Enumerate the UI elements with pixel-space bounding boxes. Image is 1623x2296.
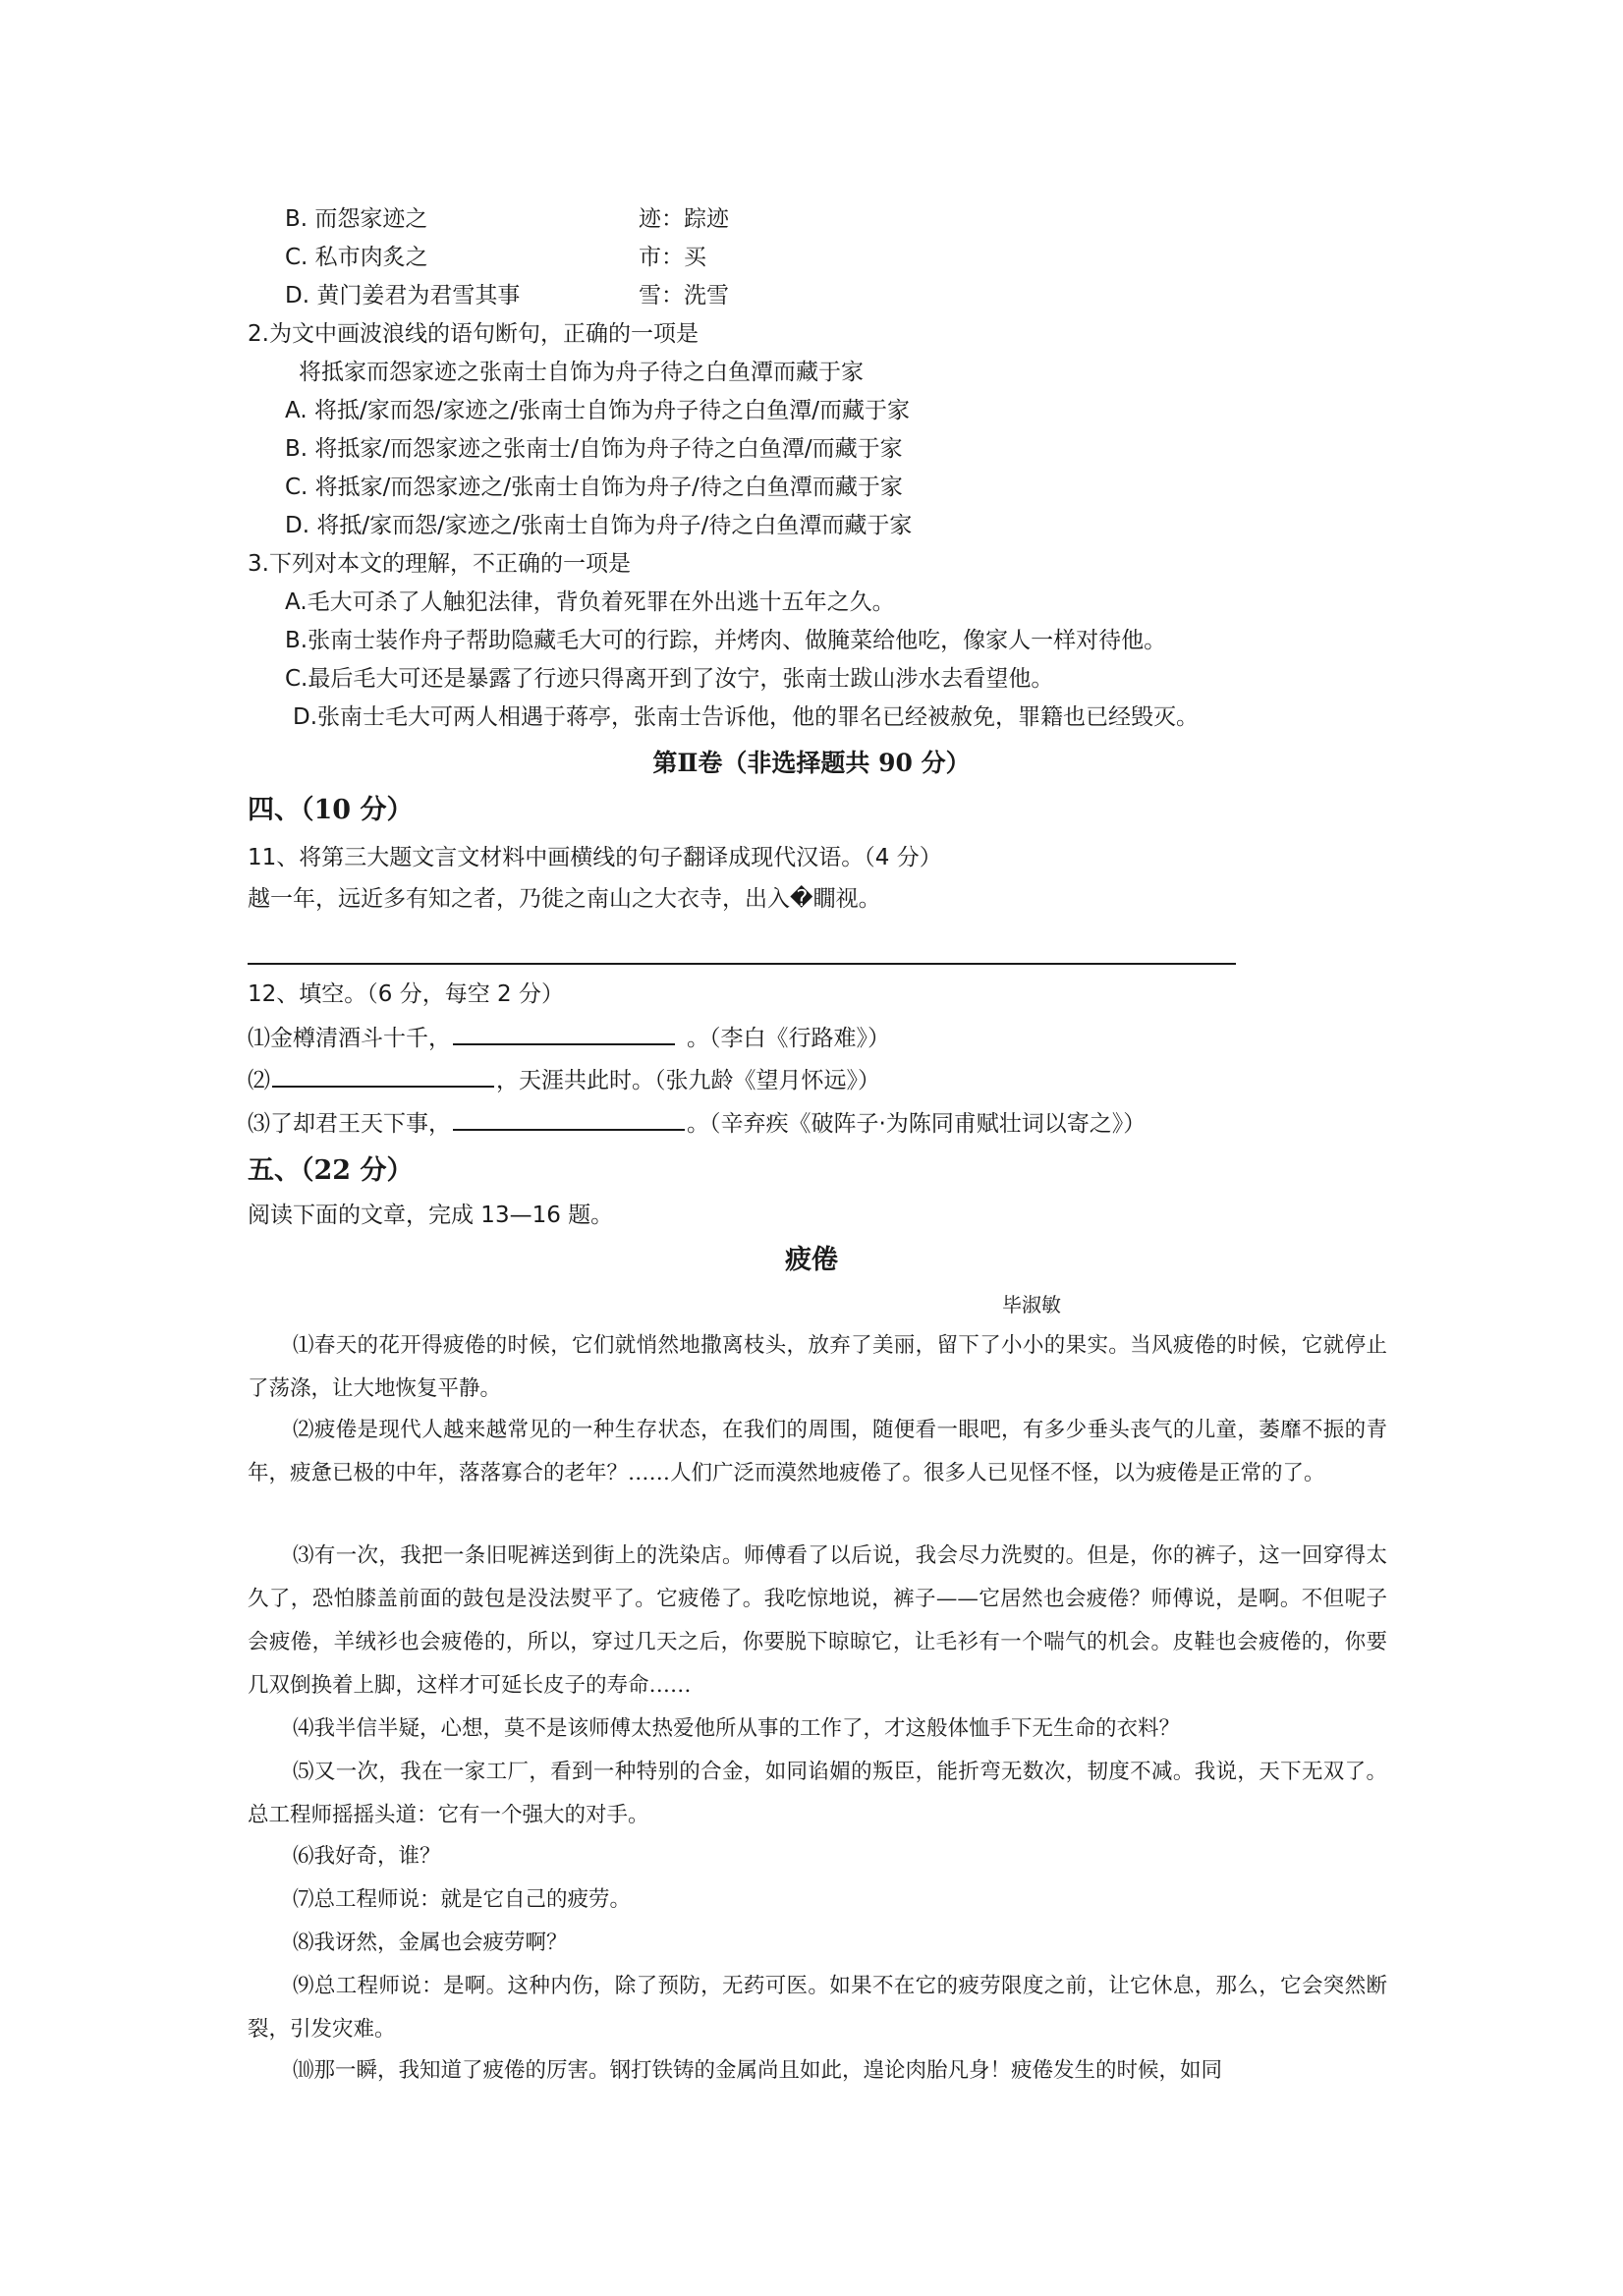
q3-option-d: D.张南士毛大可两人相遇于蒋亭，张南士告诉他，他的罪名已经被赦免，罪籍也已经毁灭。 (293, 704, 1200, 730)
q11-answer-line[interactable] (248, 963, 1236, 965)
q1-option-d: D. 黄门姜君为君雪其事 (285, 283, 521, 308)
fill-1-suffix: 。（李白《行路难》） (687, 1026, 890, 1051)
fill-2 (248, 1064, 880, 1095)
q3-stem: 3.下列对本文的理解，不正确的一项是 (248, 551, 631, 577)
article-paragraph-6: ⑹我好奇，谁？ (293, 1844, 441, 1869)
article-paragraph-10: ⑽那一瞬，我知道了疲倦的厉害。钢打铁铸的金属尚且如此，遑论肉胎凡身！疲倦发生的时候，如同 (293, 2058, 1223, 2083)
article-paragraph-1: ⑴春天的花开得疲倦的时候，它们就悄然地撒离枝头，放弃了美丽，留下了小小的果实。当风疲倦的时候，它就停止了荡涤，让大地恢复平静。 (248, 1333, 1387, 1401)
q3-option-b: B.张南士装作舟子帮助隐藏毛大可的行踪，并烤肉、做腌菜给他吃，像家人一样对待他。 (285, 628, 1167, 653)
article-paragraph-7: ⑺总工程师说：就是它自己的疲劳。 (293, 1887, 632, 1912)
fill-2-prefix: ⑵ (248, 1068, 270, 1093)
q2-sentence: 将抵家而怨家迹之张南士自饰为舟子待之白鱼潭而藏于家 (299, 360, 864, 385)
section5-instruction: 阅读下面的文章，完成 13—16 题。 (248, 1203, 614, 1228)
q2-option-d: D. 将抵/家而怨/家迹之/张南士自饰为舟子/待之白鱼潭而藏于家 (285, 513, 913, 538)
article-paragraph-8: ⑻我讶然，金属也会疲劳啊？ (293, 1931, 568, 1955)
article-title: 疲倦 (785, 1245, 838, 1275)
q2-option-b: B. 将抵家/而怨家迹之张南士/自饰为舟子待之白鱼潭/而藏于家 (285, 436, 903, 462)
article-paragraph-5: ⑸又一次，我在一家工厂，看到一种特别的合金，如同谄媚的叛臣，能折弯无数次，韧度不减。我说，天下无双了。总工程师摇摇头道：它有一个强大的对手。 (248, 1760, 1387, 1827)
q1-option-c: C. 私市肉炙之 (285, 245, 428, 270)
fill-1 (248, 1022, 890, 1053)
fill-3-prefix: ⑶了却君王天下事， (248, 1111, 451, 1137)
fill-3 (248, 1107, 1146, 1139)
fill-3-suffix: 。（辛弃疾《破阵子·为陈同甫赋壮词以寄之》） (687, 1111, 1147, 1137)
q3-option-c: C.最后毛大可还是暴露了行迹只得离开到了汝宁，张南士跋山涉水去看望他。 (285, 666, 1054, 692)
part2-title: 第Ⅱ卷（非选择题共 90 分） (652, 749, 971, 777)
fill-1-blank[interactable] (453, 1022, 675, 1045)
q12-stem: 12、填空。（6 分，每空 2 分） (248, 981, 564, 1007)
q1-option-c-answer: 市：买 (639, 245, 706, 270)
q3-option-a: A.毛大可杀了人触犯法律，背负着死罪在外出逃十五年之久。 (285, 589, 895, 615)
article-paragraph-3: ⑶有一次，我把一条旧呢裤送到街上的洗染店。师傅看了以后说，我会尽力洗熨的。但是，你的裤子，这一回穿得太久了，恐怕膝盖前面的鼓包是没法熨平了。它疲倦了。我吃惊地说，裤子——它居然也会疲倦？师傅说，是啊。不但呢子会疲倦，羊绒衫也会疲倦的，所以，穿过几天之后，你要脱下晾晾它，让毛衫有一个喘气的机会。皮鞋也会疲倦的，你要几双倒换着上脚，这样才可延长皮子的寿命…… (248, 1543, 1387, 1698)
article-paragraph-4: ⑷我半信半疑，心想，莫不是该师傅太热爱他所从事的工作了，才这般体恤手下无生命的衣料？ (293, 1716, 1181, 1741)
q1-option-b: B. 而怨家迹之 (285, 206, 428, 232)
section4-heading: 四、（10 分） (248, 795, 414, 825)
q2-stem: 2.为文中画波浪线的语句断句，正确的一项是 (248, 321, 699, 347)
article-paragraph-2: ⑵疲倦是现代人越来越常见的一种生存状态，在我们的周围，随便看一眼吧，有多少垂头丧气的儿童，萎靡不振的青年，疲惫已极的中年，落落寡合的老年？……人们广泛而漠然地疲倦了。很多人已见怪不怪，以为疲倦是正常的了。 (248, 1418, 1387, 1485)
q1-option-d-answer: 雪：洗雪 (639, 283, 729, 308)
fill-2-suffix: ，天涯共此时。（张九龄《望月怀远》） (496, 1068, 880, 1093)
q11-stem: 11、将第三大题文言文材料中画横线的句子翻译成现代汉语。（4 分） (248, 845, 942, 870)
section5-heading: 五、（22 分） (248, 1155, 414, 1186)
article-paragraph-9: ⑼总工程师说：是啊。这种内伤，除了预防，无药可医。如果不在它的疲劳限度之前，让它休息，那么，它会突然断裂，引发灾难。 (248, 1974, 1387, 2042)
q2-option-c: C. 将抵家/而怨家迹之/张南士自饰为舟子/待之白鱼潭而藏于家 (285, 475, 903, 500)
q1-option-b-answer: 迹：踪迹 (639, 206, 729, 232)
fill-2-blank[interactable] (272, 1064, 494, 1088)
q11-sentence: 越一年，远近多有知之者，乃徙之南山之大衣寺，出入�瞯视。 (248, 886, 881, 912)
fill-3-blank[interactable] (453, 1107, 685, 1131)
fill-1-prefix: ⑴金樽清酒斗十千， (248, 1026, 451, 1051)
q2-option-a: A. 将抵/家而怨/家迹之/张南士自饰为舟子待之白鱼潭/而藏于家 (285, 398, 910, 423)
article-author: 毕淑敏 (1002, 1293, 1061, 1316)
